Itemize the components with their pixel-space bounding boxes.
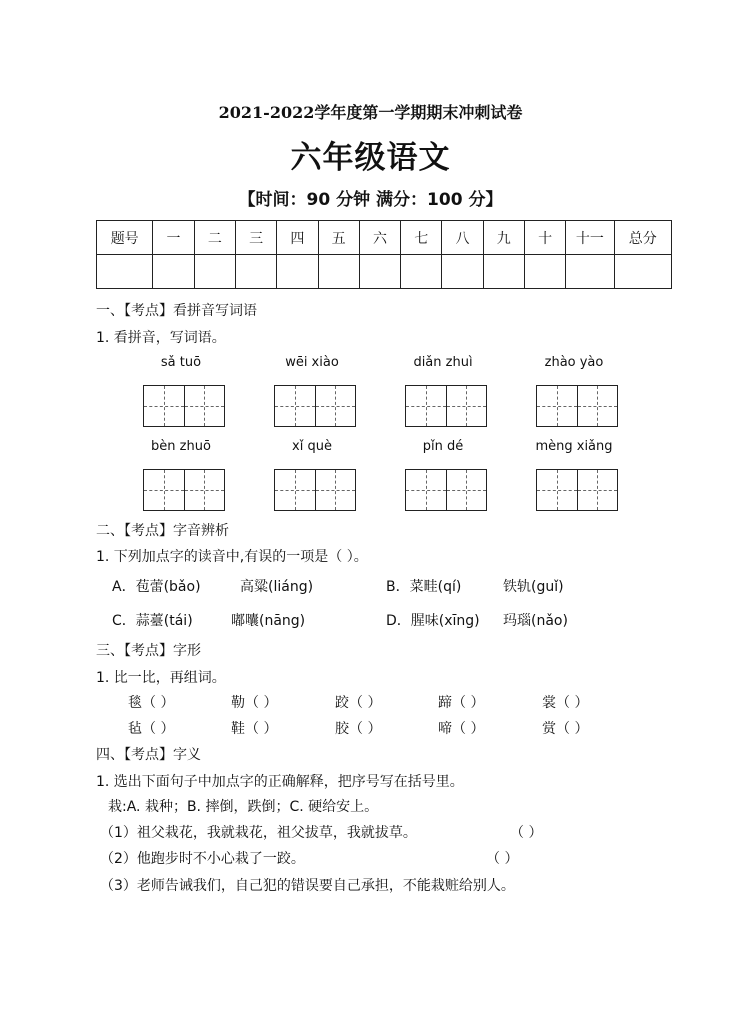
sentence-3: （3）老师告诫我们，自己犯的错误要自己承担，不能栽赃给别人。 [100,878,515,894]
word-blank[interactable]: 赏（ ） [542,721,589,737]
pinyin-label: xǐ què [292,439,332,454]
score-cell[interactable] [153,255,194,289]
score-cell[interactable] [277,255,318,289]
score-header: 四 [277,221,318,255]
section1-title: 一、【考点】看拼音写词语 [96,303,257,319]
option-c[interactable]: C．蒜薹(tái) [112,613,193,629]
score-cell[interactable] [442,255,483,289]
subject-title: 六年级语文 [290,140,451,176]
score-header: 八 [442,221,483,255]
word-blank[interactable]: 毯（ ） [128,695,175,711]
score-cell[interactable] [359,255,400,289]
option-d[interactable]: D．腥味(xīng) [386,613,480,629]
score-cell[interactable] [524,255,565,289]
option-c-extra: 嘟囔(nāng) [231,613,306,629]
word-blank[interactable]: 啼（ ） [438,721,485,737]
section3-question: 1. 比一比，再组词。 [96,670,226,686]
score-table [96,220,672,289]
option-b[interactable]: B．菜畦(qí) [386,579,462,595]
pinyin-label: bèn zhuō [151,439,211,454]
word-blank[interactable]: 跤（ ） [335,695,382,711]
option-d-extra: 玛瑙(nǎo) [503,613,568,629]
exam-info: 【时间：90 分钟 满分：100 分】 [238,190,503,210]
score-cell[interactable] [566,255,614,289]
section2-question: 1. 下列加点字的读音中,有误的一项是（ ）。 [96,549,368,565]
writing-grid[interactable] [405,385,487,427]
score-header: 总分 [614,221,671,255]
word-blank[interactable]: 勒（ ） [231,695,278,711]
writing-grid[interactable] [405,469,487,511]
writing-grid[interactable] [536,469,618,511]
definition-line: 栽:A. 栽种；B. 摔倒，跌倒；C. 硬给安上。 [108,799,379,815]
word-blank[interactable]: 鞋（ ） [231,721,278,737]
score-header: 题号 [97,221,153,255]
score-header: 一 [153,221,194,255]
score-header: 七 [401,221,442,255]
pinyin-label: diǎn zhuì [413,355,473,370]
section3-title: 三、【考点】字形 [96,643,201,659]
score-header-row [97,221,672,255]
writing-grid[interactable] [143,469,225,511]
section4-question: 1. 选出下面句子中加点字的正确解释，把序号写在括号里。 [96,774,464,790]
score-cell[interactable] [235,255,276,289]
score-header: 九 [483,221,524,255]
writing-grid[interactable] [143,385,225,427]
score-header: 十 [524,221,565,255]
score-header: 三 [235,221,276,255]
exam-title: 2021-2022学年度第一学期期末冲刺试卷 [218,103,523,122]
score-header: 十一 [566,221,614,255]
pinyin-label: sǎ tuō [160,355,202,370]
score-cell[interactable] [97,255,153,289]
score-cell[interactable] [318,255,359,289]
option-b-extra: 铁轨(guǐ) [503,579,564,595]
sentence-1: （1）祖父栽花，我就栽花，祖父拔草，我就拔草。 [100,825,417,841]
writing-grid[interactable] [274,469,356,511]
pinyin-label: zhào yào [544,355,604,370]
option-a[interactable]: A．苞蕾(bǎo) [112,579,201,595]
score-cell[interactable] [614,255,671,289]
section4-title: 四、【考点】字义 [96,747,201,763]
word-blank[interactable]: 毡（ ） [128,721,175,737]
score-header: 六 [359,221,400,255]
writing-grid[interactable] [274,385,356,427]
answer-paren-2[interactable]: （ ） [486,851,519,867]
sentence-2: （2）他跑步时不小心栽了一跤。 [100,851,305,867]
answer-paren-1[interactable]: （ ） [510,825,543,841]
word-blank[interactable]: 裳（ ） [542,695,589,711]
score-entry-row [97,255,672,289]
score-header: 二 [194,221,235,255]
writing-grid[interactable] [536,385,618,427]
word-blank[interactable]: 蹄（ ） [438,695,485,711]
pinyin-label: wēi xiào [285,355,339,370]
option-a-extra: 高粱(liáng) [240,579,314,595]
score-cell[interactable] [194,255,235,289]
score-cell[interactable] [401,255,442,289]
word-blank[interactable]: 胶（ ） [335,721,382,737]
score-header: 五 [318,221,359,255]
score-cell[interactable] [483,255,524,289]
section2-title: 二、【考点】字音辨析 [96,523,229,539]
pinyin-label: pǐn dé [422,439,464,454]
pinyin-label: mèng xiǎng [535,439,613,454]
section1-question: 1. 看拼音，写词语。 [96,330,226,346]
